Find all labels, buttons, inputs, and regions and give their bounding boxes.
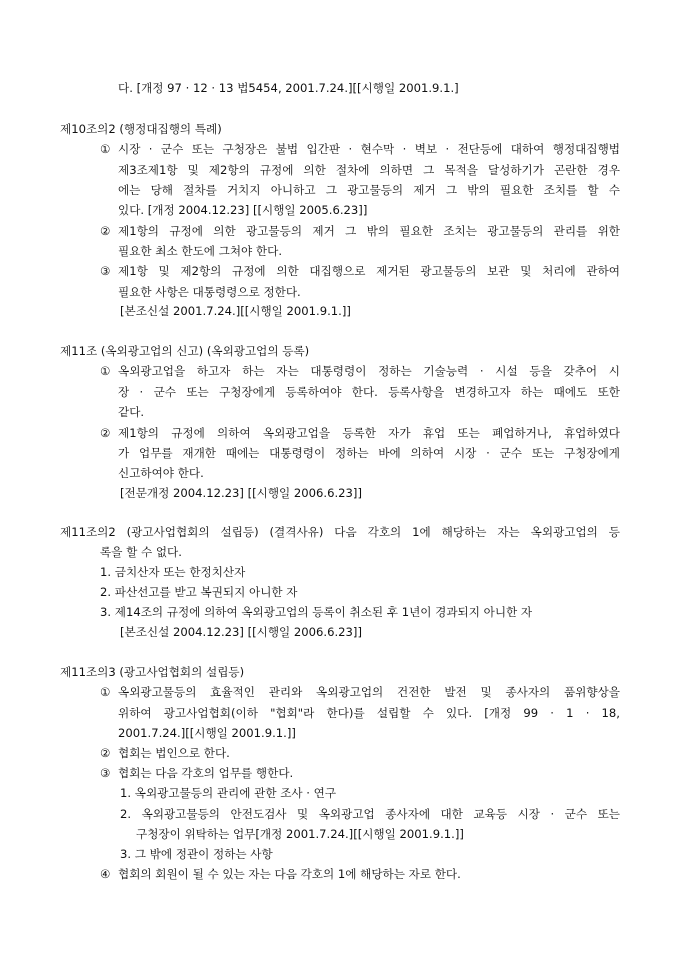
list-item: 1. 옥외광고물등의 관리에 관한 조사 · 연구	[120, 786, 337, 800]
text-line: 옥외광고물등의 효율적인 관리와 옥외광고업의 건전한 발전 및 종사자의 품위향상을	[118, 685, 620, 699]
text-line: 2001.7.24.][[시행일 2001.9.1.]]	[118, 726, 296, 740]
text-line: 구청장이 위탁하는 업무[개정 2001.7.24.][[시행일 2001.9.1.]]	[136, 827, 464, 841]
text-line: 신고하여야 한다.	[118, 466, 204, 480]
amendment-note: [본조신설 2004.12.23] [[시행일 2006.6.23]]	[120, 625, 362, 639]
article-title: 제10조의2 (행정대집행의 특례)	[60, 122, 222, 136]
paragraph-marker: ①	[100, 142, 111, 156]
text-line: 협회는 법인으로 한다.	[118, 746, 230, 760]
text-line: 가 업무를 재개한 때에는 대통령령이 정하는 바에 의하여 시장 · 군수 또는 구청장에게	[118, 446, 620, 460]
list-item: 2. 파산선고를 받고 복권되지 아니한 자	[100, 585, 298, 599]
text-line: 장 · 군수 또는 구청장에게 등록하여야 한다. 등록사항을 변경하고자 하는 때에도 또한	[118, 385, 620, 399]
text-line: 에는 당해 절차를 거치지 아니하고 그 광고물등의 제거 그 밖의 필요한 조치를 할 수	[118, 183, 620, 197]
paragraph-marker: ④	[100, 867, 111, 881]
text-line: 제1항의 규정에 의하여 옥외광고업을 등록한 자가 휴업 또는 폐업하거나, 휴업하였다	[118, 426, 620, 440]
text-line: 제1항 및 제2항의 규정에 의한 대집행으로 제거된 광고물등의 보관 및 처리에 관하여	[118, 264, 620, 278]
amendment-note: [전문개정 2004.12.23] [[시행일 2006.6.23]]	[120, 486, 362, 500]
list-item: 2. 옥외광고물등의 안전도검사 및 옥외광고업 종사자에 대한 교육등 시장 · 군수 또는	[120, 807, 620, 821]
paragraph-marker: ①	[100, 364, 111, 378]
text-line: 다. [개정 97 · 12 · 13 법5454, 2001.7.24.][[시행일 2001.9.1.]	[118, 81, 459, 95]
paragraph-marker: ③	[100, 766, 111, 780]
text-line: 있다. [개정 2004.12.23] [[시행일 2005.6.23]]	[118, 203, 368, 217]
amendment-note: [본조신설 2001.7.24.][[시행일 2001.9.1.]]	[120, 304, 351, 318]
text-line: 협회의 회원이 될 수 있는 자는 다음 각호의 1에 해당하는 자로 한다.	[118, 867, 461, 881]
text-line: 제3조제1항 및 제2항의 규정에 의한 절차에 의하면 그 목적을 달성하기가 곤란한 경우	[118, 163, 620, 177]
text-line: 록을 할 수 없다.	[100, 545, 182, 559]
article-title: 제11조 (옥외광고업의 신고) (옥외광고업의 등록)	[60, 344, 310, 358]
paragraph-marker: ③	[100, 264, 111, 278]
text-line: 같다.	[118, 405, 145, 419]
paragraph-marker: ②	[100, 746, 111, 760]
text-line: 위하여 광고사업협회(이하 "협회"라 한다)를 설립할 수 있다. [개정 99 · 1 · 18,	[118, 706, 620, 720]
text-line: 시장 · 군수 또는 구청장은 불법 입간판 · 현수막 · 벽보 · 전단등에 대하여 행정대집행법	[118, 142, 620, 156]
paragraph-marker: ①	[100, 685, 111, 699]
text-line: 필요한 최소 한도에 그쳐야 한다.	[118, 244, 283, 258]
text-line: 옥외광고업을 하고자 하는 자는 대통령령이 정하는 기술능력 · 시설 등을 갖추어 시	[118, 364, 620, 378]
text-line: 협회는 다음 각호의 업무를 행한다.	[118, 766, 294, 780]
list-item: 3. 제14조의 규정에 의하여 옥외광고업의 등록이 취소된 후 1년이 경과되지 아니한 자	[100, 605, 533, 619]
list-item: 3. 그 밖에 정관이 정하는 사항	[120, 847, 273, 861]
list-item: 1. 금치산자 또는 한정치산자	[100, 565, 246, 579]
paragraph-marker: ②	[100, 426, 111, 440]
paragraph-marker: ②	[100, 224, 111, 238]
text-line: 제1항의 규정에 의한 광고물등의 제거 그 밖의 필요한 조치는 광고물등의 관리를 위한	[118, 224, 620, 238]
article-title: 제11조의3 (광고사업협회의 설립등)	[60, 665, 245, 679]
text-line: 필요한 사항은 대통령령으로 정한다.	[118, 285, 301, 299]
article-title: 제11조의2 (광고사업협회의 설립등) (결격사유) 다음 각호의 1에 해당하는 자는 옥외광고업의 등	[60, 525, 620, 539]
